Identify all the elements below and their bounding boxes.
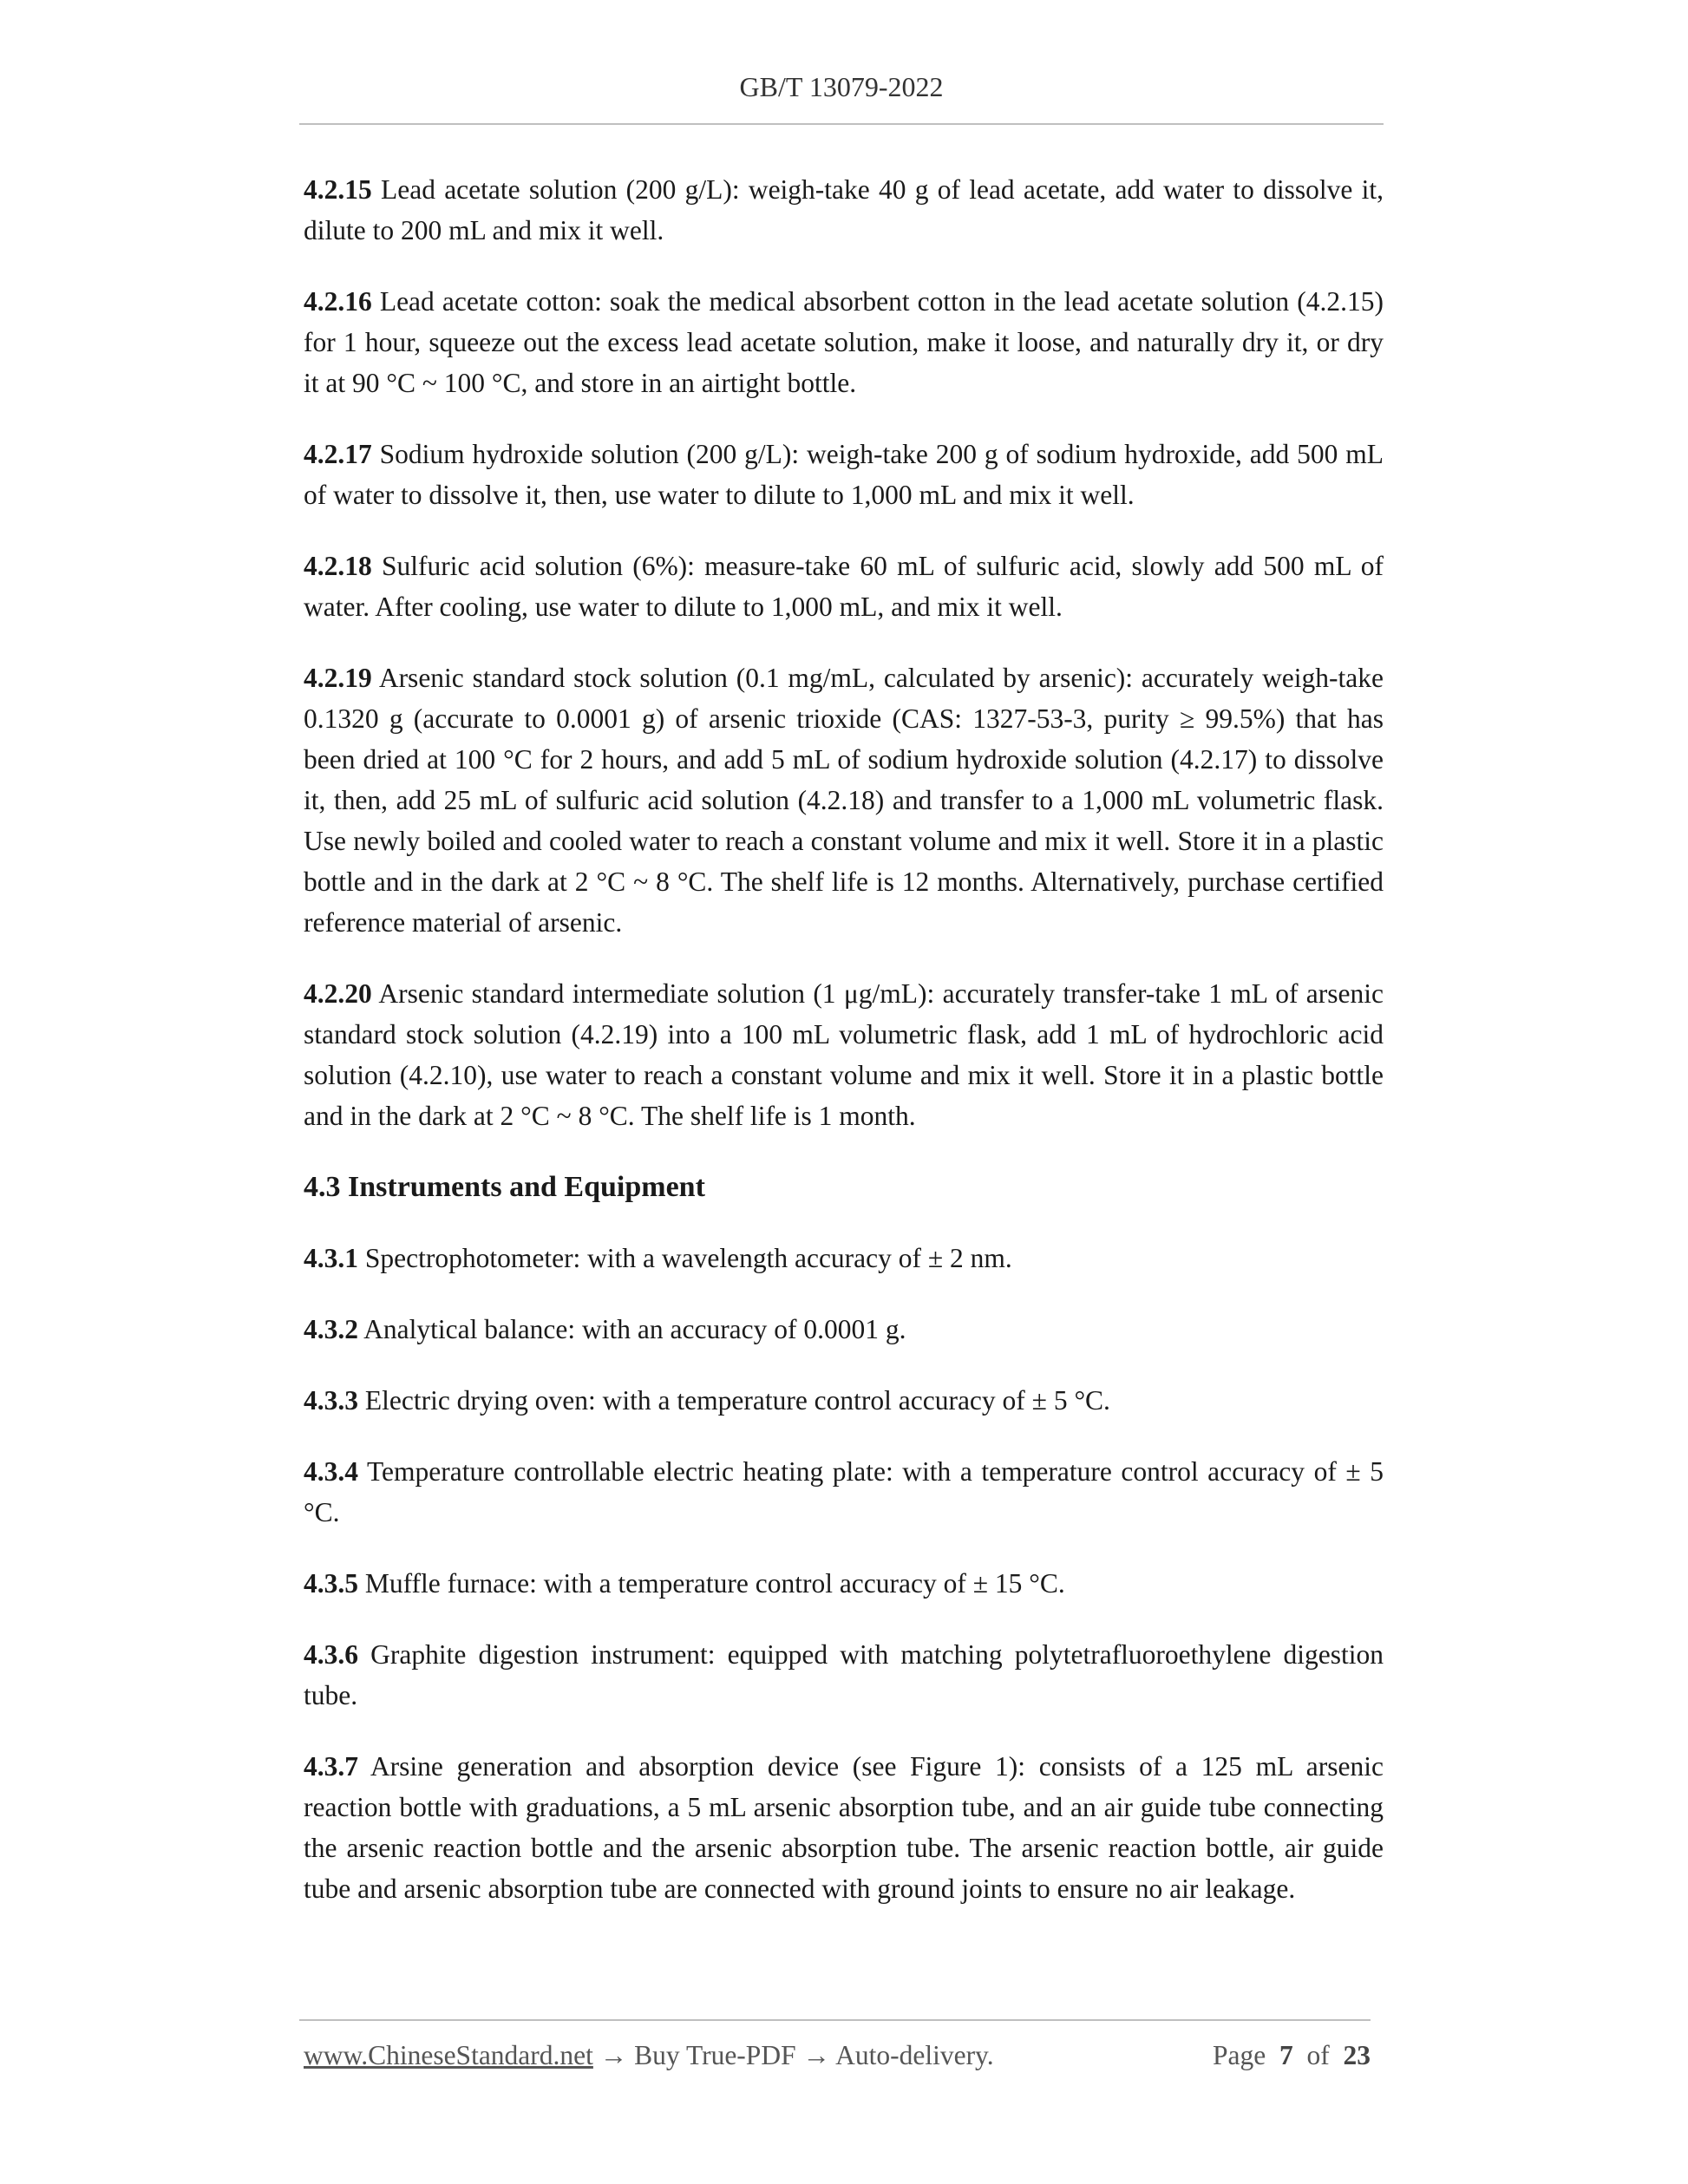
clause-number: 4.2.15 bbox=[304, 174, 372, 205]
clause-text: Arsenic standard stock solution (0.1 mg/mL, calculated by arsenic): accurately weigh-take 0.1320 g (accurate to 0.0001 g) of arsenic trioxide (CAS: 1327-53-3, purity ≥ 99.5%) that has been dried at 100 °C for 2 hours, and add 5 mL of sodium hydroxide solution (4.2.17) to dissolve it, then, add 25 mL of sulfuric acid solution (4.2.18) and transfer to a 1,000 mL volumetric flask. Use newly boiled and cooled water to reach a constant volume and mix it well. Store it in a plastic bottle and in the dark at 2 °C ~ 8 °C. The shelf life is 12 months. Alternatively, purchase certified reference material of arsenic. bbox=[304, 663, 1384, 938]
of-word: of bbox=[1306, 2040, 1330, 2070]
clause-text: Sodium hydroxide solution (200 g/L): weigh-take 200 g of sodium hydroxide, add 500 mL of water to dissolve it, then, use water to dilute to 1,000 mL and mix it well. bbox=[304, 439, 1384, 510]
clause-4-3-1 bbox=[304, 1238, 1384, 1278]
clause-number: 4.2.16 bbox=[304, 286, 372, 317]
clause-number: 4.3.6 bbox=[304, 1639, 358, 1670]
clause-4-2-19 bbox=[304, 657, 1384, 943]
arrow-icon: → bbox=[592, 2040, 635, 2070]
page-word: Page bbox=[1213, 2040, 1266, 2070]
clause-number: 4.2.20 bbox=[304, 978, 372, 1009]
clause-number: 4.3.3 bbox=[304, 1385, 358, 1416]
clause-text: Electric drying oven: with a temperature control accuracy of ± 5 °C. bbox=[358, 1385, 1110, 1416]
clause-text: Spectrophotometer: with a wavelength accuracy of ± 2 nm. bbox=[358, 1243, 1012, 1273]
clause-4-3-7 bbox=[304, 1746, 1384, 1909]
page-current: 7 bbox=[1279, 2040, 1293, 2070]
clause-number: 4.3.1 bbox=[304, 1243, 358, 1273]
clause-4-2-20 bbox=[304, 973, 1384, 1136]
clause-number: 4.2.18 bbox=[304, 551, 372, 581]
clause-4-2-16 bbox=[304, 281, 1384, 403]
page-indicator bbox=[1213, 2040, 1371, 2071]
clause-4-3-5 bbox=[304, 1563, 1384, 1604]
delivery-text: Auto-delivery. bbox=[835, 2040, 994, 2070]
clause-text: Lead acetate solution (200 g/L): weigh-take 40 g of lead acetate, add water to dissolve it, dilute to 200 mL and mix it well. bbox=[304, 174, 1384, 245]
clause-text: Analytical balance: with an accuracy of 0.0001 g. bbox=[358, 1314, 906, 1344]
clause-text: Temperature controllable electric heating plate: with a temperature control accuracy of ± 5 °C. bbox=[304, 1456, 1384, 1527]
section-heading-4-3: 4.3 Instruments and Equipment bbox=[304, 1171, 705, 1203]
clause-4-2-18 bbox=[304, 546, 1384, 627]
clause-number: 4.2.17 bbox=[304, 439, 372, 469]
clause-4-3-6 bbox=[304, 1634, 1384, 1716]
page-total: 23 bbox=[1343, 2040, 1371, 2070]
clause-text: Graphite digestion instrument: equipped with matching polytetrafluoroethylene digestion tube. bbox=[304, 1639, 1384, 1710]
footer-promo bbox=[304, 2040, 994, 2071]
document-header bbox=[299, 71, 1384, 103]
document-body bbox=[304, 169, 1384, 1939]
header-divider bbox=[299, 123, 1384, 125]
clause-text: Arsine generation and absorption device (see Figure 1): consists of a 125 mL arsenic reaction bottle with graduations, a 5 mL arsenic absorption tube, and an air guide tube connecting the arsenic reaction bottle and the arsenic absorption tube. The arsenic reaction bottle, air guide tube and arsenic absorption tube are connected with ground joints to ensure no air leakage. bbox=[304, 1751, 1384, 1904]
clause-number: 4.3.7 bbox=[304, 1751, 358, 1782]
clause-4-2-15 bbox=[304, 169, 1384, 251]
clause-text: Lead acetate cotton: soak the medical absorbent cotton in the lead acetate solution (4.2.15) for 1 hour, squeeze out the excess lead acetate solution, make it loose, and naturally dry it, or dry it at 90 °C ~ 100 °C, and store in an airtight bottle. bbox=[304, 286, 1384, 398]
clause-number: 4.3.2 bbox=[304, 1314, 358, 1344]
clause-4-2-17 bbox=[304, 434, 1384, 515]
buy-text: Buy True-PDF bbox=[634, 2040, 796, 2070]
clause-number: 4.2.19 bbox=[304, 663, 372, 693]
footer-divider bbox=[299, 2019, 1371, 2021]
clause-4-3-2 bbox=[304, 1309, 1384, 1350]
clause-4-3-4 bbox=[304, 1451, 1384, 1533]
site-link[interactable]: www.ChineseStandard.net bbox=[304, 2040, 593, 2070]
clause-text: Sulfuric acid solution (6%): measure-take 60 mL of sulfuric acid, slowly add 500 mL of water. After cooling, use water to dilute to 1,000 mL, and mix it well. bbox=[304, 551, 1384, 622]
clause-text: Arsenic standard intermediate solution (1 μg/mL): accurately transfer-take 1 mL of arsenic standard stock solution (4.2.19) into a 100 mL volumetric flask, add 1 mL of hydrochloric acid solution (4.2.10), use water to reach a constant volume and mix it well. Store it in a plastic bottle and in the dark at 2 °C ~ 8 °C. The shelf life is 1 month. bbox=[304, 978, 1384, 1131]
clause-number: 4.3.4 bbox=[304, 1456, 358, 1487]
arrow-icon: → bbox=[795, 2040, 836, 2070]
standard-id: GB/T 13079-2022 bbox=[739, 71, 944, 102]
clause-text: Muffle furnace: with a temperature control accuracy of ± 15 °C. bbox=[358, 1568, 1065, 1599]
clause-number: 4.3.5 bbox=[304, 1568, 358, 1599]
clause-4-3-3 bbox=[304, 1380, 1384, 1421]
